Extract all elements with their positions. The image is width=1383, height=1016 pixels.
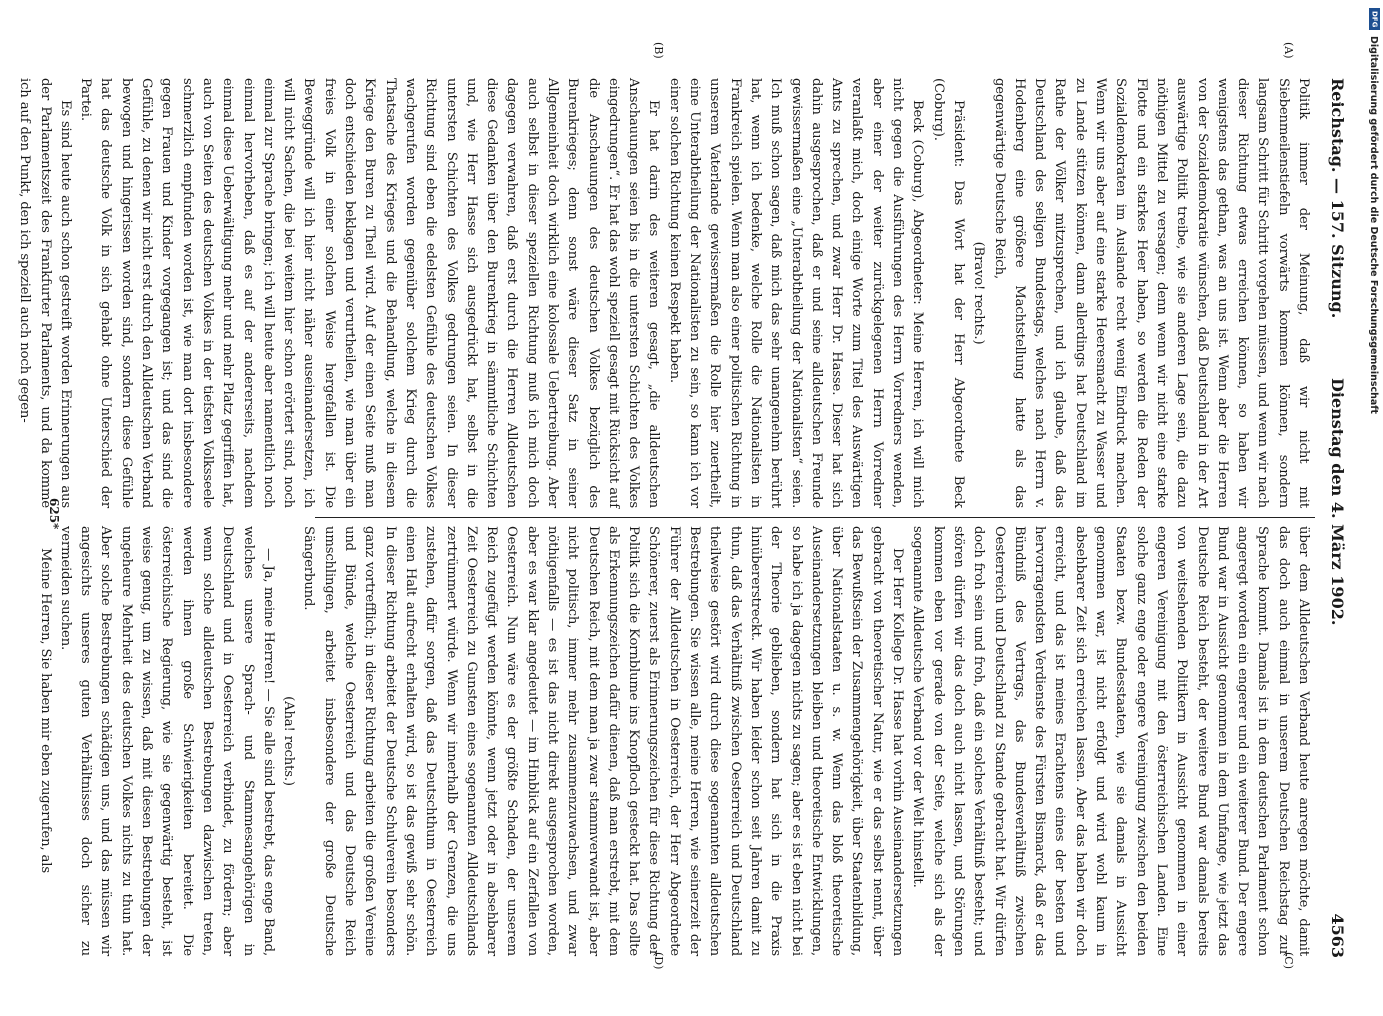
signature-mark: 625* [47, 498, 61, 530]
paragraph: Politik immer der Meinung, daß wir nicht mit Siebenmeilenstiefeln vorwärts kommen können, sondern langsam Schritt für Schritt vorgehen müssen, und wenn wir nach dieser Richtung etwas erreichen können, so haben wir wenigstens das gethan, was an uns ist. Wenn aber die Herren von der Sozialdemokratie wünschen, daß Deutschland in der Art auswärtige Politik treibe, wie sie anderen Lage sein, die dazu nöthigen Mittel zu versagen; denn wenn wir nicht eine starke Flotte und ein starkes Heer haben, so werden die Reden der Sozialdemokraten im Auslande recht wenig Eindruck machen. Wenn wir uns aber auf eine starke Heeresmacht zu Wasser und zu Lande stützen können, dann allerdings hat Deutschland im Rathe der Völker mitzusprechen, und ich glaube, daß das Deutschland des seligen Bundestags, welches nach Herrn v. Hodenberg eine größere Machtstellung hatte als das gegenwärtige Deutsche Reich, [991, 78, 1311, 508]
paragraph: Er hat darin des weiteren gesagt, „die alldeutschen Anschauungen seien bis in die untersten Schichten des Volkes eingedrungen“. Er hat das wohl speziell gesagt mit Rücksicht auf die Anschauungen des deutschen Volkes bezüglich des Burenkrieges; denn sonst wäre dieser Satz in seiner Allgemeinheit doch wirklich eine kolossale Uebertreibung. Aber auch selbst in dieser speziellen Richtung muß ich mich doch dagegen verwahren, daß erst durch die Herren Alldeutschen diese Gedanken über den Burenkrieg in sämmtliche Schichten und, wie Herr Hasse sich ausgedrückt hat, selbst in die untersten Schichten des Volkes gedrungen seien. In dieser Richtung sind eben die edelsten Gefühle des deutschen Volkes wachgerufen worden gegenüber solchem Krieg durch die Thatsache des Krieges und die Behandlung, welche in diesem Kriege den Buren zu Theil wird. Auf der einen Seite muß man doch entschieden beklagen und verurtheilen, wie man über ein freies Volk in einer solchen Weise hergefallen ist. Die Beweggründe will ich hier nicht näher auseinandersetzen, ich will nicht Sachen, die bei weitem hier schon erörtert sind, noch einmal zur Sprache bringen; ich will heute aber namentlich noch einmal hervorheben, daß es auf der andererseits, nachdem einmal diese Ueberwältigung mehr und mehr Platz gegriffen hat, auch von Seiten des deutschen Volkes in der tiefsten Volksseele schmerzlich empfunden worden ist, wie man dort insbesondere gegen Frauen und Kinder vorgegangen ist; und das sind die Gefühle, zu denen wir nicht erst durch den Alldeutschen Verband bewogen und hingerissen worden sind, sondern diese Gefühle hat das deutsche Volk in sich gehabt ohne Unterschied der Partei. [78, 78, 662, 508]
dfg-logo: DFG [1369, 8, 1380, 30]
header-left: Reichstag. — 157. Sitzung. [1328, 78, 1347, 319]
margin-marker-b: (B) [652, 42, 665, 59]
margin-marker-d: (D) [652, 952, 665, 970]
page-header [1321, 78, 1351, 958]
right-column [37, 526, 1313, 956]
paragraph: — Ja, meine Herren! — Sie alle sind bestrebt, das enge Band, welches unsere Sprach- und Stammesangehörigen in Deutschland und in Oesterreich verbindet, zu fördern; aber wenn solche alldeutschen Bestrebungen dazwischen treten, werden ihnen große Schwierigkeiten bereitet. Die österreichische Regierung, wie sie gegenwärtig besteht, ist weise genug, um zu wissen, daß mit diesen Bestrebungen der ungeheure Mehrheit des deutschen Volkes nichts zu thun hat. Aber solche Bestrebungen schädigen uns, und das müssen wir angesichts unseres guten Verhältnisses doch sicher zu vermeiden suchen. [57, 526, 276, 956]
header-center: Dienstag den 4. März 1902. [1328, 378, 1347, 626]
left-column [17, 78, 1313, 508]
page-number: 4563 [1328, 913, 1347, 958]
paragraph: Es sind heute auch schon gestreift worden Erinnerungen aus der Parlamentszeit des Frankfurter Parlaments, und da komme ich auf den Punkt, den ich speziell auch noch gegen- [17, 78, 73, 508]
margin-marker-a: (A) [1282, 42, 1295, 59]
paragraph: Der Herr Kollege Dr. Hasse hat vorhin Auseinandersetzungen gebracht von theoretischer Natur, wie er das selbst nennt, über das Bewußtsein der Zusammengehörigkeit, über Staatenbildung, über Nationalstaaten u. s. w. Wenn das bloß theoretische Auseinandersetzungen bleiben und theoretische Entwicklungen, so habe ich ja dagegen nichts zu sagen; aber es ist eben nicht bei der Theorie geblieben, sondern hat sich in die Praxis hinübererstreckt. Wir haben leider schon seit Jahren damit zu thun, daß das Verhältniß zwischen Oesterreich und Deutschland theilweise gestört wird durch diese sogenannten alldeutschen Bestrebungen. Sie wissen alle, meine Herren, wie seinerzeit der Führer der Alldeutschen in Oesterreich, der Herr Abgeordnete Schönerer, zuerst als Erinnerungszeichen für diese Richtung der Politik sich die Kornblume ins Knopfloch gesteckt hat. Das sollte als Erkennungszeichen dafür dienen, daß man erstrebt, mit dem Deutschen Reich, mit dem man ja zwar stammverwandt ist, aber nicht politisch, immer mehr zusammenzuwachsen, und zwar nöthigenfalls — es ist das nicht direkt ausgesprochen worden, aber es war klar angedeutet — im Hinblick auf ein Zerfallen von Oesterreich. Nun wäre es der größte Schaden, der unserem Reich zugefügt werden könnte, wenn jetzt oder in absehbarer Zeit Oesterreich zu Gunsten eines sogenannten Alldeutschlands zertrümmert würde. Wenn wir innerhalb der Grenzen, die uns zustehen, dafür sorgen, daß das Deutschthum in Oesterreich einen Halt aufrecht erhalten wird, so ist das gewiß sehr schön. In dieser Richtung arbeitet der Deutsche Schulverein besonders ganz vortrefflich; in dieser Richtung arbeiten die großen Vereine und Bünde, welche Oesterreich und das Deutsche Reich umschlingen, arbeitet insbesondere der große Deutsche Sängerbund. [301, 526, 906, 956]
speaker-paragraph: Beck (Coburg), Abgeordneter: Meine Herren, ich will mich nicht gegen die Ausführungen des Herrn Vorredners wenden, aber einer der weiter zurückgelegenen Herrn Vorredner veranlaßt mich, doch einige Worte zum Titel des Auswärtigen Amts zu sprechen, und zwar Herr Dr. Hasse. Dieser hat sich dahin ausgesprochen, daß er und seine alldeutschen Freunde gewissermaßen eine „Unterabtheilung der Nationalisten“ seien. Ich muß schon sagen, daß mich das sehr unangenehm berührt hat, wenn ich bedenke, welche Rolle die Nationalisten in Frankreich spielen. Wenn man also einer politischen Richtung in unserem Vaterlande gewissermaßen die Rolle hier zuertheilt, eine Unterabtheilung der Nationalisten zu sein, so kann ich vor einer solchen Richtung keinen Respekt haben. [666, 78, 926, 508]
speaker-paragraph: Präsident: Das Wort hat der Herr Abgeordnete Beck (Coburg). [930, 78, 966, 508]
rotated-document [17, 38, 1365, 978]
column-rule [315, 517, 1315, 518]
paragraph: Meine Herren, Sie haben mir eben zugerufen, als [37, 548, 53, 873]
digitization-note [1367, 36, 1381, 1016]
interjection: (Aha! rechts.) [281, 696, 297, 786]
digitization-text: Digitalisierung gefördert durch die Deutsche Forschungsgemeinschaft [1368, 36, 1379, 414]
interjection: (Bravo! rechts.) [971, 241, 987, 345]
margin-marker-c: (C) [1282, 952, 1295, 969]
paragraph: über dem Alldeutschen Verband heute anregen möchte, damit das doch auch einmal in unserem Deutschen Reichstag zur Sprache kommt. Damals ist in dem deutschen Parlament schon angeregt worden ein engerer und ein weiterer Bund. Der engere Bund war in Aussicht genommen in dem Umfange, wie jetzt das Deutsche Reich besteht, der weitere Bund war damals bereits von weitsehenden Politikern in Aussicht genommen in einer engeren Vereinigung mit den österreichischen Landen. Eine solche ganz enge oder engere Vereinigung zwischen den beiden Staaten bezw. Bundesstaaten, wie sie damals in Aussicht genommen war, ist nicht erfolgt und wird wohl kaum in absehbarer Zeit sich erreichen lassen. Aber das haben wir doch erreicht, und das ist meines Erachtens eines der besten und hervorragendsten Verdienste des Fürsten Bismarck, daß er das Bündniß des Vertrags, das Bundesverhältniß zwischen Oesterreich und Deutschland zu Stande gebracht hat. Wir dürfen doch froh sein und froh, daß ein solches Verhältniß besteht; und stören dürfen wir das doch auch nicht lassen, und Störungen kommen eben vor gerade von der Seite, welche sich als der sogenannte Alldeutsche Verband vor der Welt hinstellt. [910, 526, 1311, 956]
